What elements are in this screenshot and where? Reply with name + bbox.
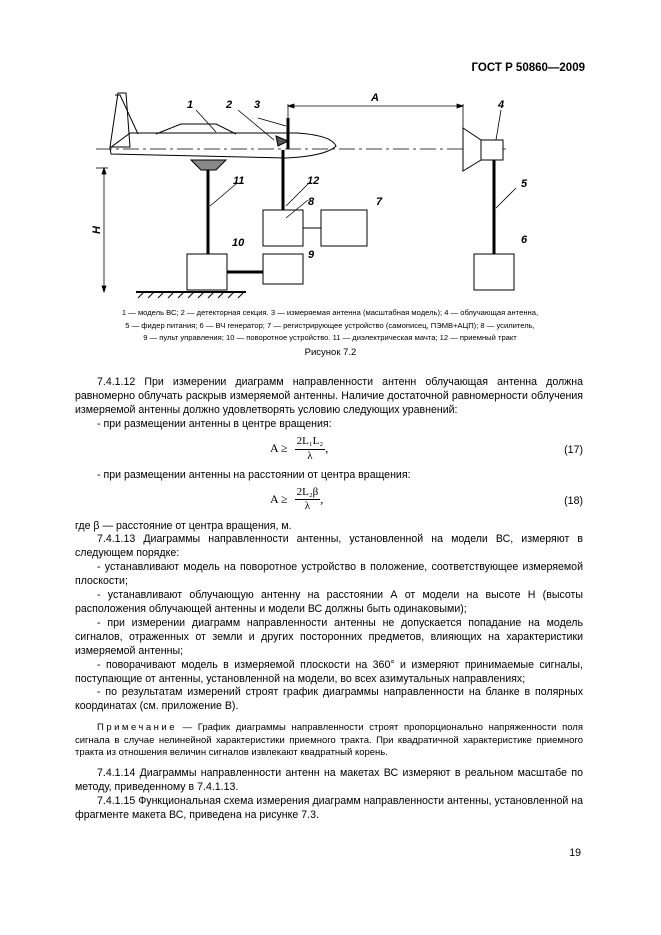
label-10: 10 [232,237,245,249]
formula-numerator: 2L₂β [295,486,321,501]
dimension-a-label: A [371,92,379,104]
aircraft-model [110,93,336,170]
irradiating-antenna [463,128,514,290]
standard-number: ГОСТ Р 50860—2009 [471,62,585,74]
label-3: 3 [254,99,261,111]
paragraph: - поворачивают модель в измеряемой плоскости на 360° и измеряют принимаемые сигналы, поступающие от антенны, установленной на модели, во всех азимутальных направлениях; [75,658,583,685]
paragraph: 7.4.1.12 При измерении диаграмм направленности антенн облучающая антенна должна равномерно облучать раскрыв измеряемой антенны. Наличие достаточной равномерности облучения измеряемой антенны должно удовлетворять условию следующих уравнений: [75,376,583,416]
note-text: — График диаграммы направленности строят пропорционально напряженности поля сигнала в случае нелинейной характеристики приемного тракта. При квадратичной характеристике приемного тракта из отношения величин сигналов извлекают квадратный корень. [75,722,583,759]
legend-line: 9 — пульт управления; 10 — поворотное устройство. 11 — диэлектрическая мачта; 12 — приемный тракт [143,333,517,342]
paragraph: - при размещении антенны на расстоянии от центра вращения: [97,468,411,481]
dimension-h-label: H [91,226,103,234]
legend-line: 5 — фидер питания; 6 — ВЧ генератор; 7 — регистрирующее устройство (самописец, ПЭМВ+АЦП); 8 — усилитель, [125,320,535,330]
label-4: 4 [498,99,505,111]
formula-17: A ≥ $\frac{\text{2L₁L₂}}{\lambda}$ , (17) [270,434,583,462]
body-text [75,376,583,823]
paragraph: - по результатам измерений строят график диаграммы направленности на бланке в полярных координатах (см. приложение В). [75,686,583,713]
formula-numerator: 2L₁L₂ [295,435,326,450]
label-11: 11 [233,175,245,187]
label-12: 12 [307,175,320,187]
formula-18: A ≥ $\frac{\text{2L₂β}}{\lambda}$ , (18) [270,485,583,513]
legend-line: 1 — модель ВС; 2 — детекторная секция. 3 — измеряемая антенна (масштабная модель); 4 — облучающая антенна, [121,308,539,317]
paragraph: - устанавливают модель на поворотное устройство в положение, соответствующее измеряемой плоскости; [75,561,583,588]
paragraph: где β — расстояние от центра вращения, м. [75,519,292,532]
mast-and-devices [136,150,367,298]
label-1: 1 [187,99,194,111]
label-8: 8 [308,196,315,208]
paragraph: - устанавливают облучающую антенну на расстоянии А от модели на высоте Н (высоты расположения облучающей антенны и модели ВС должны быть одинаковыми); [75,589,583,615]
measurement-diagram [91,88,576,303]
formula-number: (17) [564,443,583,456]
paragraph: 7.4.1.15 Функциональная схема измерения диаграмм направленности антенны, установленной на фрагменте макета ВС, приведена на рисунке 7.3. [75,795,584,822]
paragraph: 7.4.1.14 Диаграммы направленности антенн на макетах ВС измеряют в реальном масштабе по методу, приведенному в 7.4.1.13. [75,767,583,794]
label-7: 7 [376,196,383,208]
paragraph: - при размещении антенны в центре вращения: [97,417,332,430]
formula-lhs: A ≥ [270,491,288,506]
paragraph: 7.4.1.13 Диаграммы направленности антенны, установленной на модели ВС, измеряют в следующем порядке: [75,533,583,560]
page-number: 19 [569,847,581,859]
formula-denominator: λ [304,500,311,513]
note [75,722,583,759]
formula-number: (18) [564,494,583,507]
label-6: 6 [521,234,528,246]
figure-legend [70,307,590,345]
dimension-a [288,104,463,128]
formula-denominator: λ [307,449,313,462]
figure-caption: Рисунок 7.2 [304,347,357,358]
label-5: 5 [521,178,528,190]
formula-lhs: A ≥ [270,440,288,455]
note-label: Примечание [97,722,177,734]
label-9: 9 [308,249,315,261]
paragraph: - при измерении диаграмм направленности антенны не допускается попадание на модель сигналов, отраженных от земли и других посторонних предметов, влияющих на характеристики измеряемой антенны; [75,616,583,657]
label-2: 2 [226,99,233,111]
